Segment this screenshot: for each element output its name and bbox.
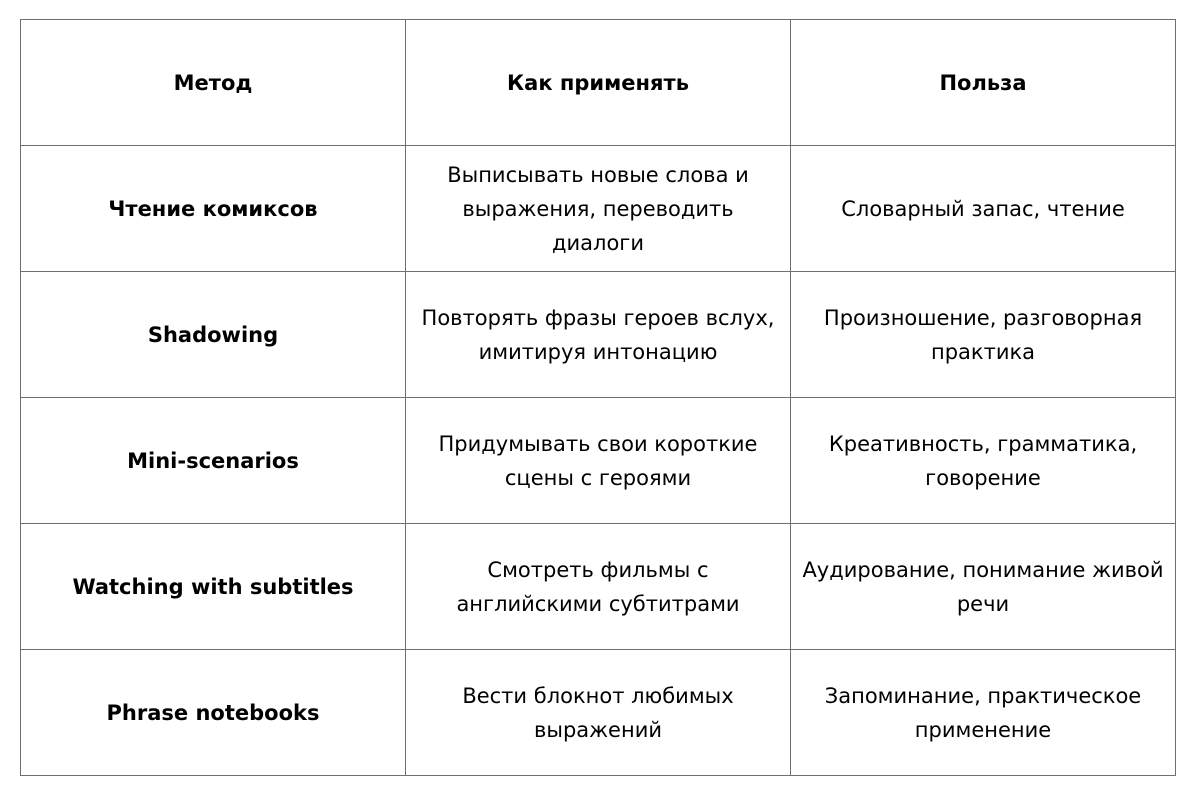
- method-cell: Mini-scenarios: [21, 398, 406, 524]
- method-cell: Watching with subtitles: [21, 524, 406, 650]
- header-method: Метод: [21, 20, 406, 146]
- table-row: [21, 146, 1176, 272]
- how-cell: Вести блокнот любимых выражений: [406, 650, 791, 776]
- method-cell: Чтение комиксов: [21, 146, 406, 272]
- how-cell: Смотреть фильмы с английскими субтитрами: [406, 524, 791, 650]
- table-row: [21, 524, 1176, 650]
- header-benefit: Польза: [791, 20, 1176, 146]
- table-row: [21, 272, 1176, 398]
- benefit-cell: Запоминание, практическое применение: [791, 650, 1176, 776]
- header-how: Как применять: [406, 20, 791, 146]
- benefit-cell: Произношение, разговорная практика: [791, 272, 1176, 398]
- methods-table: [20, 19, 1176, 776]
- benefit-cell: Словарный запас, чтение: [791, 146, 1176, 272]
- benefit-cell: Креативность, грамматика, говорение: [791, 398, 1176, 524]
- table-row: [21, 650, 1176, 776]
- how-cell: Придумывать свои короткие сцены с героями: [406, 398, 791, 524]
- table-row: [21, 398, 1176, 524]
- method-cell: Shadowing: [21, 272, 406, 398]
- table-header-row: [21, 20, 1176, 146]
- benefit-cell: Аудирование, понимание живой речи: [791, 524, 1176, 650]
- how-cell: Выписывать новые слова и выражения, переводить диалоги: [406, 146, 791, 272]
- method-cell: Phrase notebooks: [21, 650, 406, 776]
- how-cell: Повторять фразы героев вслух, имитируя интонацию: [406, 272, 791, 398]
